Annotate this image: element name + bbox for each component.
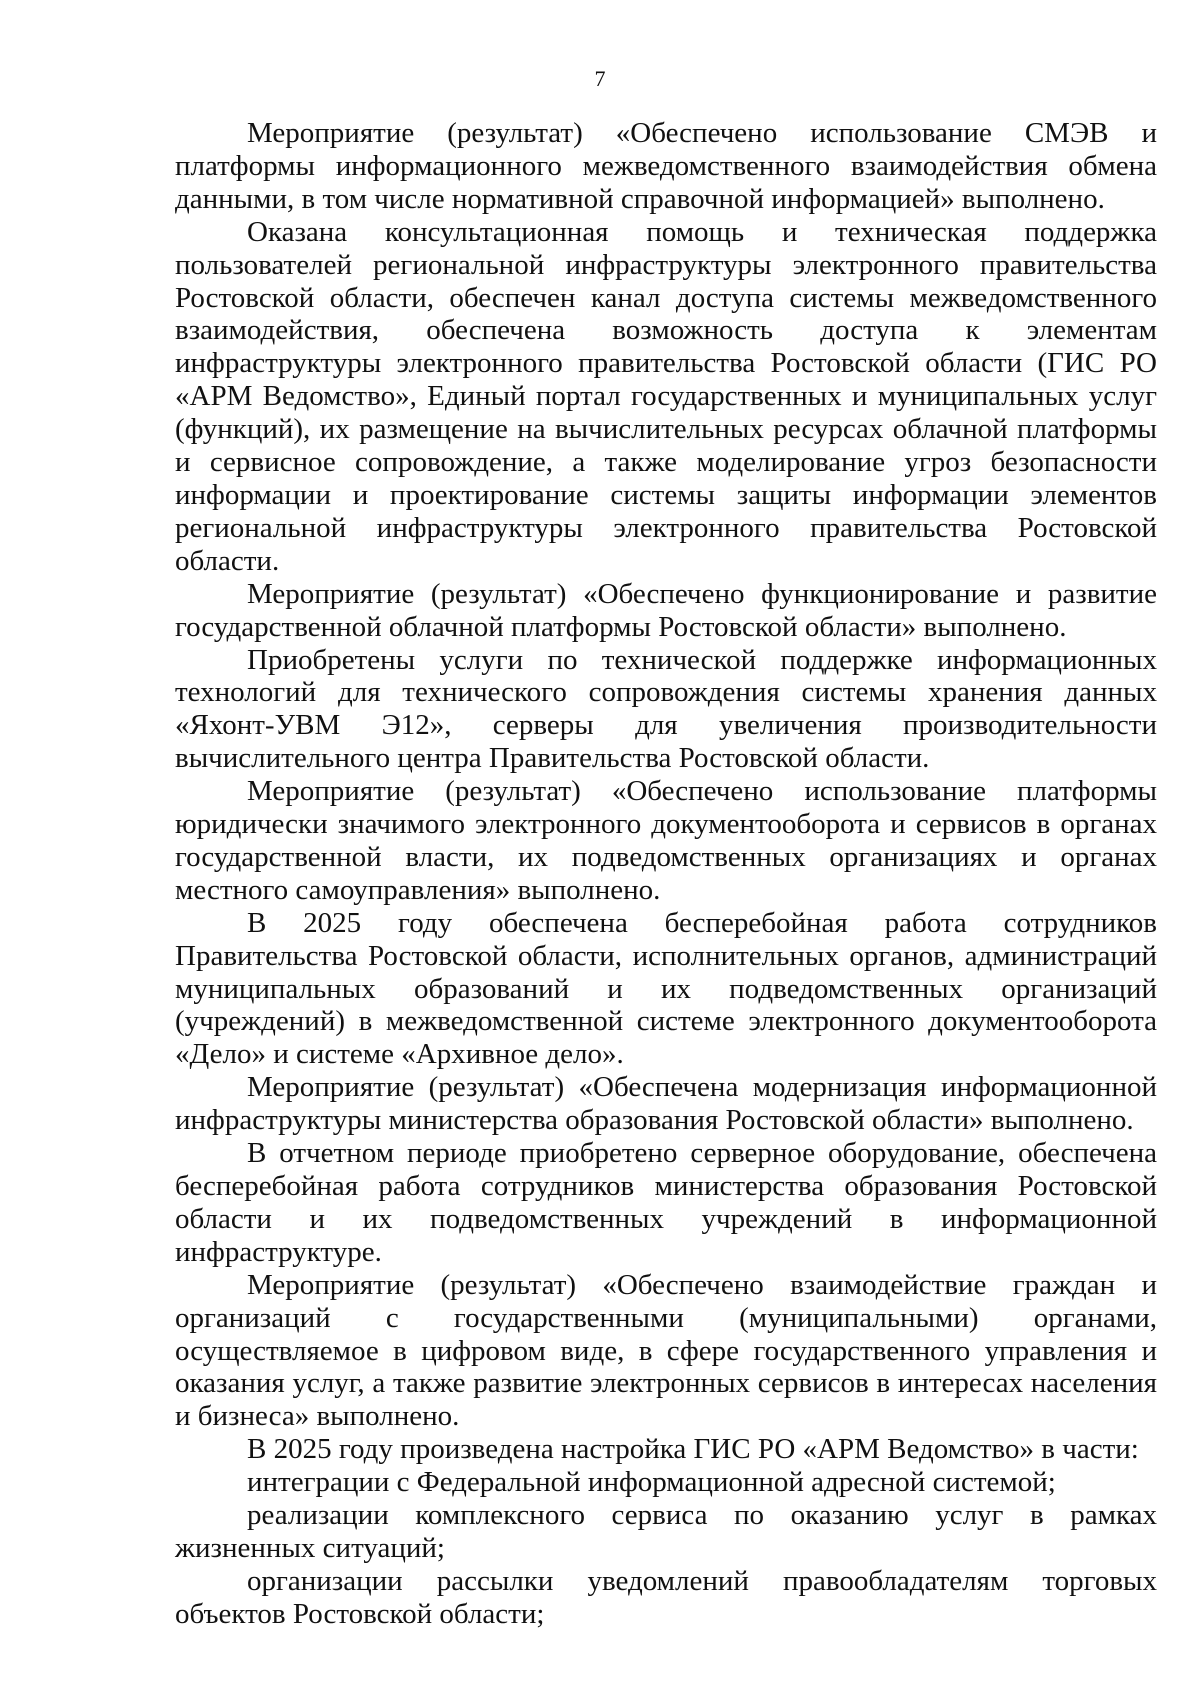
paragraph: Мероприятие (результат) «Обеспечено использование платформы юридически значимого электронного документооборота и сервисов в органах государственной власти, их подведомственных организациях и органах местного самоуправления» выполнено. bbox=[175, 775, 1157, 906]
paragraph: Мероприятие (результат) «Обеспечена модернизация информационной инфраструктуры министерства образования Ростовской области» выполнено. bbox=[175, 1071, 1157, 1137]
paragraph: Приобретены услуги по технической поддержке информационных технологий для технического сопровождения системы хранения данных «Яхонт-УВМ Э12», серверы для увеличения производительности вычислительного центра Правительства Ростовской области. bbox=[175, 643, 1157, 775]
page-number: 7 bbox=[594, 66, 606, 91]
list-item: интеграции с Федеральной информационной адресной системой; bbox=[247, 1466, 1056, 1499]
paragraph: В отчетном периоде приобретено серверное оборудование, обеспечена бесперебойная работа сотрудников министерства образования Ростовской области и их подведомственных учреждений в информационной инфраструктуре. bbox=[175, 1137, 1157, 1268]
paragraph: Оказана консультационная помощь и техническая поддержка пользователей региональной инфраструктуры электронного правительства Ростовской области, обеспечен канал доступа системы межведомственного взаимодействия, обеспечена возможность доступа к элементам инфраструктуры электронного правительства Ростовской области (ГИС РО «АРМ Ведомство», Единый портал государственных и муниципальных услуг (функций), их размещение на вычислительных ресурсах облачной платформы и сервисное сопровождение, а также моделирование угроз безопасности информации и проектирование системы защиты информации элементов региональной инфраструктуры электронного правительства Ростовской области. bbox=[175, 215, 1157, 577]
paragraph: В 2025 году произведена настройка ГИС РО «АРМ Ведомство» в части: bbox=[247, 1433, 1139, 1466]
paragraph: Мероприятие (результат) «Обеспечено использование СМЭВ и платформы информационного межведомственного взаимодействия обмена данными, в том числе нормативной справочной информацией» выполнено. bbox=[175, 117, 1157, 215]
paragraph: В 2025 году обеспечена бесперебойная работа сотрудников Правительства Ростовской области, исполнительных органов, администраций муниципальных образований и их подведомственных организаций (учреждений) в межведомственной системе электронного документооборота «Дело» и системе «Архивное дело». bbox=[175, 906, 1157, 1071]
list-item: реализации комплексного сервиса по оказанию услуг в рамках жизненных ситуаций; bbox=[175, 1499, 1157, 1564]
paragraph: Мероприятие (результат) «Обеспечено взаимодействие граждан и организаций с государственными (муниципальными) органами, осуществляемое в цифровом виде, в сфере государственного управления и оказания услуг, а также развитие электронных сервисов в интересах населения и бизнеса» выполнено. bbox=[175, 1268, 1157, 1433]
document-body bbox=[175, 117, 1157, 1631]
list-item: организации рассылки уведомлений правообладателям торговых объектов Ростовской области; bbox=[175, 1564, 1157, 1630]
paragraph: Мероприятие (результат) «Обеспечено функционирование и развитие государственной облачной платформы Ростовской области» выполнено. bbox=[175, 577, 1157, 643]
